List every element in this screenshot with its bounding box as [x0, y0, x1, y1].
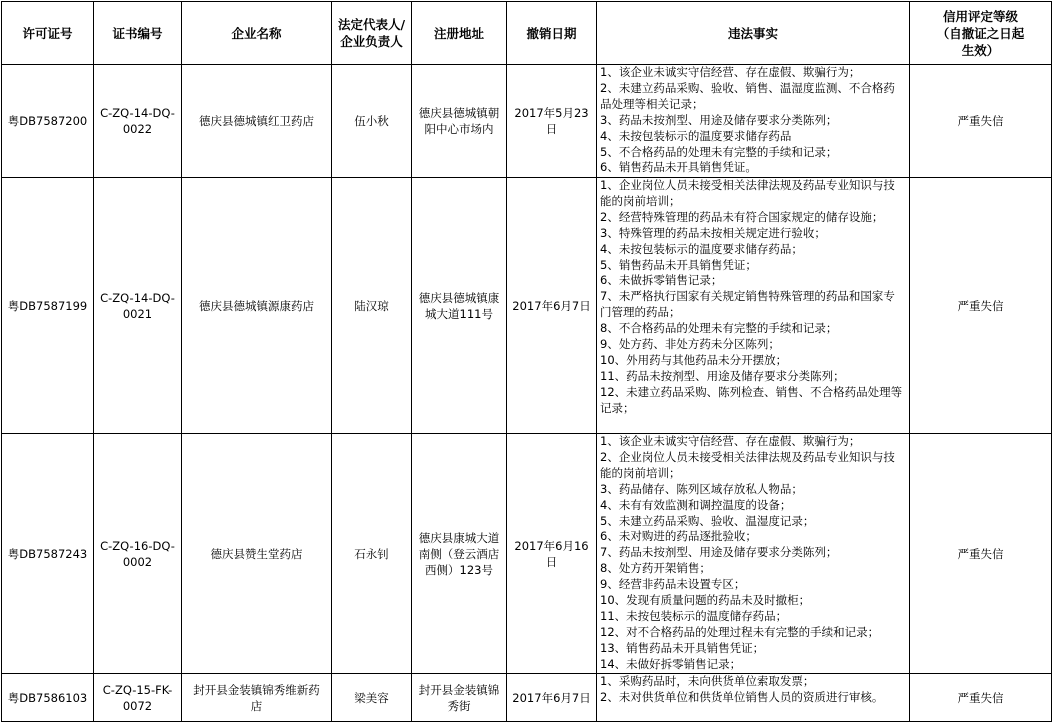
fact-item: 4、未有有效监测和调控温度的设备；	[600, 497, 792, 512]
cell-person: 石永钊	[332, 434, 412, 674]
fact-item: 4、未按包装标示的温度要求储存药品	[600, 128, 792, 143]
header-address: 注册地址	[412, 2, 507, 65]
fact-item: 2、未建立药品采购、验收、销售、温湿度监测、不合格药品处理等相关记录；	[600, 80, 895, 111]
header-rating: 信用评定等级 （自撤证之日起 生效）	[910, 2, 1052, 65]
cell-facts	[597, 65, 910, 178]
fact-item: 1、该企业未诚实守信经营、存在虚假、欺骗行为；	[600, 65, 861, 79]
table-row	[2, 674, 1052, 722]
fact-item: 12、对不合格药品的处理过程未有完整的手续和记录；	[600, 624, 880, 639]
fact-item: 7、药品未按剂型、用途及储存要求分类陈列；	[600, 545, 838, 560]
cell-company: 封开县金装镇锦秀维新药 店	[182, 674, 332, 722]
cell-address: 封开县金装镇锦 秀街	[412, 674, 507, 722]
cell-facts	[597, 178, 910, 434]
cell-rating: 严重失信	[910, 674, 1052, 722]
fact-item: 9、处方药、非处方药未分区陈列；	[600, 337, 780, 352]
table-row	[2, 178, 1052, 434]
cell-date: 2017年5月23日	[507, 65, 597, 178]
table-row	[2, 434, 1052, 674]
fact-item: 4、未按包装标示的温度要求储存药品；	[600, 241, 803, 256]
fact-item: 10、外用药与其他药品未分开摆放；	[600, 352, 788, 367]
cell-license: 粤DB7586103	[2, 674, 94, 722]
fact-item: 3、特殊管理的药品未按相关规定进行验收；	[600, 225, 826, 240]
cell-address: 德庆县德城镇朝 阳中心市场内	[412, 65, 507, 178]
header-row	[2, 2, 1052, 65]
cell-person: 陆汉琼	[332, 178, 412, 434]
fact-item: 5、不合格药品的处理未有完整的手续和记录；	[600, 144, 838, 159]
cell-rating: 严重失信	[910, 178, 1052, 434]
fact-item: 12、未建立药品采购、陈列检查、销售、不合格药品处理等记录；	[600, 384, 903, 415]
cell-cert: C-ZQ-16-DQ- 0002	[94, 434, 182, 674]
header-company: 企业名称	[182, 2, 332, 65]
cell-company: 德庆县德城镇源康药店	[182, 178, 332, 434]
fact-item: 5、未建立药品采购、验收、温湿度记录；	[600, 513, 815, 528]
cell-cert: C-ZQ-14-DQ- 0021	[94, 178, 182, 434]
cell-rating: 严重失信	[910, 65, 1052, 178]
header-facts: 违法事实	[597, 2, 910, 65]
cell-rating: 严重失信	[910, 434, 1052, 674]
cell-facts	[597, 434, 910, 674]
fact-item: 2、企业岗位人员未接受相关法律法规及药品专业知识与技能的岗前培训；	[600, 449, 895, 480]
header-person: 法定代表人/ 企业负责人	[332, 2, 412, 65]
cell-license: 粤DB7587200	[2, 65, 94, 178]
revocation-table	[1, 1, 1052, 722]
fact-item: 10、发现有质量问题的药品未及时撤柜；	[600, 593, 811, 608]
cell-license: 粤DB7587199	[2, 178, 94, 434]
fact-item: 3、药品未按剂型、用途及储存要求分类陈列；	[600, 112, 838, 127]
table-row	[2, 65, 1052, 178]
fact-item: 6、未做拆零销售记录；	[600, 273, 723, 288]
fact-item: 5、销售药品未开具销售凭证；	[600, 257, 757, 272]
cell-cert: C-ZQ-15-FK- 0072	[94, 674, 182, 722]
cell-person: 伍小秋	[332, 65, 412, 178]
fact-item: 1、采购药品时，未向供货单位索取发票；	[600, 674, 815, 688]
fact-item: 11、未按包装标示的温度储存药品；	[600, 608, 788, 623]
fact-item: 11、药品未按剂型、用途及储存要求分类陈列；	[600, 368, 845, 383]
cell-person: 梁美容	[332, 674, 412, 722]
header-date: 撤销日期	[507, 2, 597, 65]
fact-item: 3、药品储存、陈列区域存放私人物品；	[600, 481, 803, 496]
cell-license: 粤DB7587243	[2, 434, 94, 674]
cell-date: 2017年6月7日	[507, 674, 597, 722]
cell-date: 2017年6月16日	[507, 434, 597, 674]
cell-cert: C-ZQ-14-DQ- 0022	[94, 65, 182, 178]
fact-item: 13、销售药品未开具销售凭证；	[600, 640, 765, 655]
cell-address: 德庆县康城大道 南侧（登云酒店 西侧）123号	[412, 434, 507, 674]
fact-item: 2、未对供货单位和供货单位销售人员的资质进行审核。	[600, 689, 884, 704]
fact-item: 1、该企业未诚实守信经营、存在虚假、欺骗行为；	[600, 434, 861, 448]
header-cert: 证书编号	[94, 2, 182, 65]
fact-item: 8、处方药开架销售；	[600, 561, 711, 576]
cell-date: 2017年6月7日	[507, 178, 597, 434]
fact-item: 6、销售药品未开具销售凭证。	[600, 160, 757, 175]
header-license: 许可证号	[2, 2, 94, 65]
cell-address: 德庆县德城镇康 城大道111号	[412, 178, 507, 434]
fact-item: 2、经营特殊管理的药品未有符合国家规定的储存设施；	[600, 209, 884, 224]
cell-company: 德庆县赞生堂药店	[182, 434, 332, 674]
fact-item: 8、不合格药品的处理未有完整的手续和记录；	[600, 321, 838, 336]
fact-item: 6、未对购进的药品逐批验收；	[600, 529, 757, 544]
fact-item: 9、经营非药品未设置专区；	[600, 577, 746, 592]
fact-item: 14、未做好拆零销售记录；	[600, 656, 742, 671]
cell-facts	[597, 674, 910, 722]
cell-company: 德庆县德城镇红卫药店	[182, 65, 332, 178]
fact-item: 7、未严格执行国家有关规定销售特殊管理的药品和国家专门管理的药品；	[600, 289, 895, 320]
fact-item: 1、企业岗位人员未接受相关法律法规及药品专业知识与技能的岗前培训；	[600, 178, 895, 208]
